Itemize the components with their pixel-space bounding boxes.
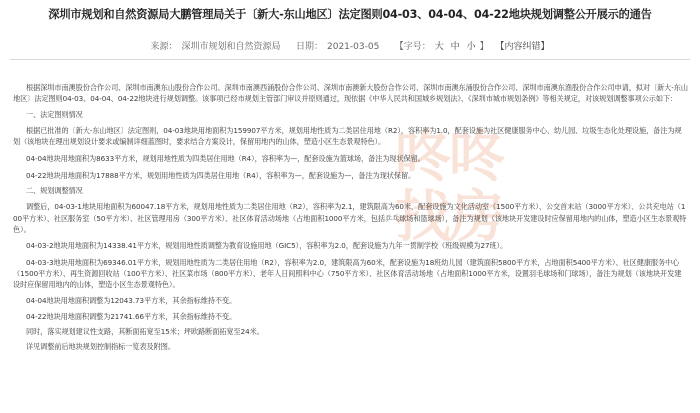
paragraph-adjust-04-03-3: 04-03-3地块用地面积为69346.01平方米，规划用地性质为二类居住用地（R2），容积率为2.0，建筑限高为60米，配套设施为18班幼儿园（建筑面积5800平方米，占地面积5400平方米）、社区健康服务中心（1500平方米）、再生资源回收站（100平方米）、社区菜市场（800平方米）、老年人日间照料中心（750平方米）、社区体育活动场地（占地面积1000平方米，设置羽毛球场和门球场），备注为规划（该地块开发建设时应保留用地内的山体，塑造小区生态景观特色）。 [13,257,682,290]
font-small-button[interactable]: 小 [466,42,476,52]
paragraph-plan-04-03: 根据已批准的〔新大-东山地区〕法定图则，04-03地块用地面积为159907平方米，规划用地性质为二类居住用地（R2），容积率为1.0，配套设施为社区健康服务中心、幼儿园、垃圾生态化处理设施，备注为规划（该地块在理出规划设计要求或编制详细蓝图时，要求结合方案设计，保留用地内的山体，塑造小区生态景观特色）。 [13,125,682,147]
source-label: 来源： [150,42,178,52]
paragraph-plan-04-22: 04-22地块用地面积为17888平方米，规划用地性质为四类居住用地（R4），容积率为—，配套设施为—，备注为现状保留。 [26,170,416,180]
font-medium-button[interactable]: 中 [450,42,460,52]
section-heading-plan: 一、法定图则情况 [26,109,83,119]
paragraph-adjust-04-04: 04-04地块用地面积调整为12043.73平方米，其余指标维持不变。 [26,296,237,306]
watermark-char: 咚 [395,125,451,190]
font-size-label: 【字号： [394,42,431,52]
paragraph-see-table: 详见调整前后地块规划控制指标一览表及附图。 [26,342,175,352]
content-correction-link[interactable]: 【内容纠错】 [495,42,550,52]
watermark-char: 房 [449,185,505,250]
paragraph-plan-04-04: 04-04地块用地面积为8633平方米，规划用地性质为四类居住用地（R4），容积率为—，配套设施为篮球场，备注为现状保留。 [26,154,425,164]
section-heading-adjustment: 二、规划调整情况 [26,186,83,196]
date-label: 日期： [295,42,323,52]
source-value: 深圳市规划和自然资源局 [181,42,281,52]
paragraph-adjust-04-03-1: 调整后，04-03-1地块用地面积为60047.18平方米，规划用地性质为二类居住用地（R2），容积率为2.1，建筑限高为60米，配套设施为文化活动室（1500平方米）、公交首末站（3000平方米）、公共充电站（100平方米）、社区服务室（50平方米）、社区管理用房（300平方米）、社区体育活动场地（占地面积1000平方米，包括乒乓球场和篮球场），备注为规划（该地块开发建设时应保留用地内的山体，塑造小区生态景观特色）。 [13,202,687,234]
watermark-char: 找 [395,185,451,250]
notice-body [13,82,688,353]
paragraph-adjust-04-03-2: 04-03-2地块用地面积为14338.41平方米，规划用地性质调整为教育设施用地（GIC5），容积率为2.0，配套设施为九年一贯制学校（班级规模为27班）。 [26,241,508,251]
font-large-button[interactable]: 大 [434,42,444,52]
intro-paragraph: 根据深圳市南澳股份合作公司、深圳市南澳东山股份合作公司、深圳市南澳西涌股份合作公司、深圳市南澳新大股份合作公司、深圳市南澳东涌股份合作公司、深圳市南澳东渔股份合作公司申请，拟对〔新大-东山地区〕法定图则04-03、04-04、04-22地块进行规划调整。该事项已经市规划主管部门审议并原则通过，现依据《中华人民共和国城乡规划法》、《深圳市城市规划条例》等相关规定，对该规划调整事项公示如下： [13,83,688,104]
notice-meta [0,39,700,52]
date-value: 2021-03-05 [327,42,380,52]
font-size-close: 】 [479,42,489,52]
watermark-char: 咚 [449,125,505,190]
paragraph-adjust-04-22: 04-22地块用地面积调整为21741.66平方米，其余指标维持不变。 [26,311,237,321]
paragraph-roads: 同时，落实规划建议性支路，其断面拓宽至15米；坪欧路断面拓宽至24米。 [26,327,264,337]
page-title: 深圳市规划和自然资源局大鹏管理局关于〔新大-东山地区〕法定图则04-03、04-04、04-22地块规划调整公开展示的通告 [48,8,652,21]
header-divider [10,59,690,60]
